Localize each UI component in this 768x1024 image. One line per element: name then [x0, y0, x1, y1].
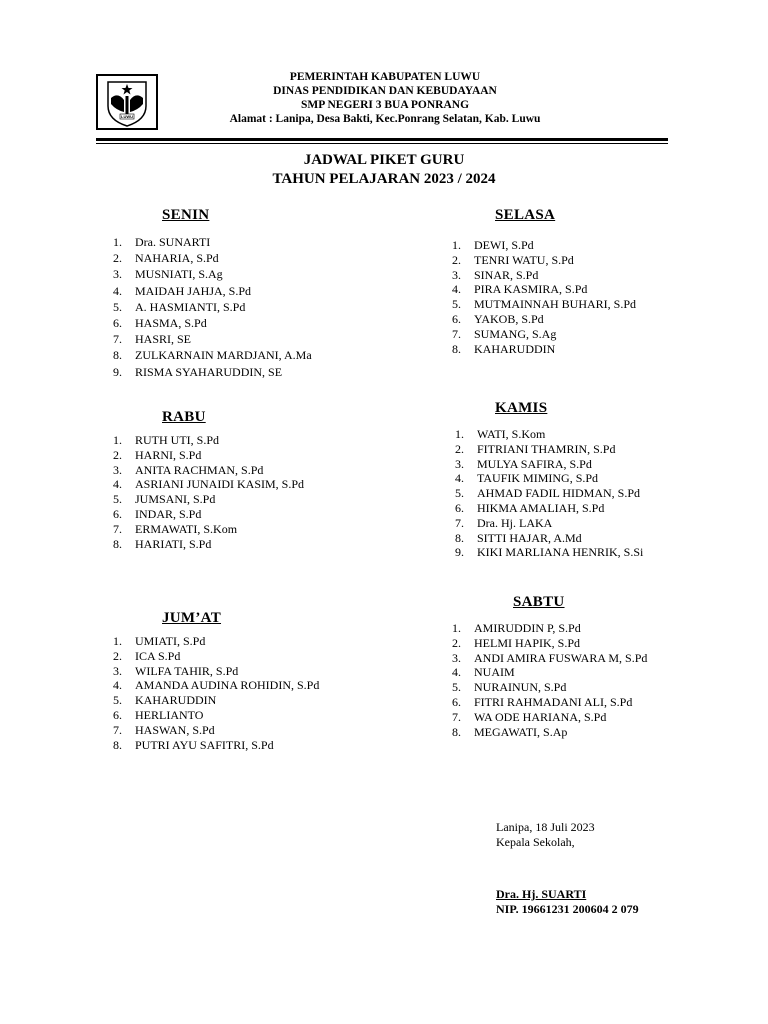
teacher-name: ICA S.Pd [135, 648, 181, 663]
teacher-name: Dra. SUNARTI [135, 235, 211, 249]
item-number: 2. [452, 252, 461, 267]
logo-text: LUWU [121, 114, 133, 119]
teacher-name: HASWAN, S.Pd [135, 722, 215, 737]
teacher-name: NUAIM [474, 665, 515, 680]
list-item [452, 327, 636, 342]
teacher-name: MULYA SAFIRA, S.Pd [477, 456, 592, 471]
list-item [113, 522, 304, 537]
letterhead [190, 70, 580, 126]
teacher-name: ANDI AMIRA FUSWARA M, S.Pd [474, 650, 648, 665]
list-item [452, 282, 636, 297]
item-number: 4. [452, 665, 461, 680]
list-item [113, 315, 312, 331]
teacher-name: RISMA SYAHARUDDIN, SE [135, 364, 283, 379]
item-number: 4. [452, 282, 461, 297]
item-number: 8. [455, 530, 464, 545]
item-number: 1. [455, 427, 464, 441]
item-number: 4. [455, 471, 464, 486]
school-logo [96, 74, 158, 130]
teacher-name: PUTRI AYU SAFITRI, S.Pd [135, 737, 274, 752]
item-number: 3. [113, 267, 122, 282]
item-number: 4. [113, 283, 122, 298]
list-item [452, 312, 636, 327]
teacher-name: KAHARUDDIN [135, 693, 217, 708]
teacher-name: MEGAWATI, S.Ap [474, 724, 568, 739]
list-item [455, 501, 643, 516]
list-item [113, 708, 319, 723]
item-number: 5. [113, 693, 122, 708]
day-heading-selasa: SELASA [495, 207, 556, 223]
list-item [113, 477, 304, 492]
item-number: 7. [452, 709, 461, 724]
day-heading-jumat: JUM’AT [162, 610, 222, 626]
list-item [452, 268, 636, 283]
list-item [113, 634, 319, 649]
teacher-name: ASRIANI JUNAIDI KASIM, S.Pd [135, 477, 305, 492]
teacher-name: HIKMA AMALIAH, S.Pd [477, 500, 605, 515]
item-number: 9. [113, 364, 122, 379]
signature-position: Kepala Sekolah, [496, 835, 575, 849]
roster-rabu [113, 433, 304, 551]
teacher-name: NURAINUN, S.Pd [474, 680, 567, 695]
teacher-name: FITRI RAHMADANI ALI, S.Pd [474, 694, 633, 709]
signature-name: Dra. Hj. SUARTI [496, 887, 587, 901]
teacher-name: FITRIANI THAMRIN, S.Pd [477, 441, 616, 456]
teacher-name: AMIRUDDIN P, S.Pd [474, 621, 581, 635]
list-item [113, 433, 304, 448]
item-number: 1. [113, 634, 122, 648]
teacher-name: A. HASMIANTI, S.Pd [135, 299, 246, 314]
item-number: 8. [452, 341, 461, 356]
teacher-name: HARNI, S.Pd [135, 447, 202, 462]
item-number: 5. [452, 680, 461, 695]
department-name: DINAS PENDIDIKAN DAN KEBUDAYAAN [273, 85, 497, 97]
list-item [113, 738, 319, 753]
teacher-name: AMANDA AUDINA ROHIDIN, S.Pd [135, 678, 320, 693]
teacher-name: MAIDAH JAHJA, S.Pd [135, 283, 252, 298]
item-number: 8. [113, 536, 122, 551]
item-number: 4. [113, 678, 122, 693]
teacher-name: SITTI HAJAR, A.Md [477, 530, 582, 545]
list-item [113, 299, 312, 315]
letterhead-divider-thick [96, 138, 668, 141]
list-item [113, 664, 319, 679]
item-number: 6. [113, 707, 122, 722]
list-item [113, 347, 312, 363]
item-number: 6. [452, 311, 461, 326]
item-number: 1. [113, 433, 122, 447]
roster-jumat [113, 634, 319, 752]
list-item [455, 486, 643, 501]
title-line-2: TAHUN PELAJARAN 2023 / 2024 [272, 171, 496, 187]
list-item [455, 457, 643, 472]
luwu-emblem-icon [98, 76, 156, 128]
item-number: 6. [113, 506, 122, 521]
list-item [455, 471, 643, 486]
teacher-name: TENRI WATU, S.Pd [474, 252, 574, 267]
roster-kamis [455, 427, 643, 560]
teacher-name: HARIATI, S.Pd [135, 536, 212, 551]
teacher-name: TAUFIK MIMING, S.Pd [477, 471, 599, 486]
item-number: 7. [452, 326, 461, 341]
list-item [452, 342, 636, 357]
teacher-name: WILFA TAHIR, S.Pd [135, 663, 239, 678]
list-item [455, 442, 643, 457]
teacher-name: RUTH UTI, S.Pd [135, 433, 220, 447]
signature-place-date: Lanipa, 18 Juli 2023 [496, 820, 595, 834]
list-item [452, 710, 647, 725]
item-number: 9. [455, 545, 464, 560]
item-number: 7. [455, 515, 464, 530]
list-item [113, 537, 304, 552]
item-number: 2. [455, 441, 464, 456]
teacher-name: HASRI, SE [135, 332, 192, 347]
day-heading-sabtu: SABTU [513, 594, 565, 610]
list-item [113, 283, 312, 299]
item-number: 1. [113, 235, 122, 249]
item-number: 2. [113, 251, 122, 266]
item-number: 1. [452, 621, 461, 635]
teacher-name: HELMI HAPIK, S.Pd [474, 635, 581, 650]
list-item [452, 665, 647, 680]
list-item [113, 266, 312, 282]
item-number: 2. [113, 648, 122, 663]
list-item [455, 545, 643, 560]
roster-senin [113, 234, 312, 380]
teacher-name: ERMAWATI, S.Kom [135, 521, 238, 536]
list-item [113, 234, 312, 250]
day-heading-rabu: RABU [162, 409, 206, 425]
list-item [452, 253, 636, 268]
teacher-name: UMIATI, S.Pd [135, 634, 206, 648]
teacher-name: ZULKARNAIN MARDJANI, A.Ma [135, 348, 312, 363]
item-number: 3. [113, 462, 122, 477]
list-item [452, 651, 647, 666]
teacher-name: MUSNIATI, S.Ag [135, 267, 223, 282]
teacher-name: HERLIANTO [135, 707, 204, 722]
signature-nip: NIP. 19661231 200604 2 079 [496, 902, 639, 916]
teacher-name: WATI, S.Kom [477, 427, 546, 441]
item-number: 5. [455, 486, 464, 501]
list-item [113, 463, 304, 478]
teacher-name: SINAR, S.Pd [474, 267, 539, 282]
list-item [113, 492, 304, 507]
title-line-1: JADWAL PIKET GURU [303, 152, 465, 168]
list-item [452, 297, 636, 312]
list-item [455, 516, 643, 531]
item-number: 8. [452, 724, 461, 739]
list-item [113, 678, 319, 693]
government-name: PEMERINTAH KABUPATEN LUWU [289, 71, 481, 83]
item-number: 3. [452, 650, 461, 665]
teacher-name: KAHARUDDIN [474, 341, 556, 356]
school-name: SMP NEGERI 3 BUA PONRANG [300, 99, 470, 111]
list-item [113, 331, 312, 347]
list-item [452, 636, 647, 651]
item-number: 7. [113, 521, 122, 536]
teacher-name: JUMSANI, S.Pd [135, 492, 216, 507]
teacher-name: HASMA, S.Pd [135, 316, 207, 331]
item-number: 5. [113, 299, 122, 314]
list-item [452, 725, 647, 740]
item-number: 1. [452, 238, 461, 252]
list-item [455, 427, 643, 442]
list-item [113, 693, 319, 708]
item-number: 6. [113, 316, 122, 331]
list-item [452, 621, 647, 636]
list-item [452, 680, 647, 695]
list-item [455, 531, 643, 546]
list-item [452, 695, 647, 710]
teacher-name: YAKOB, S.Pd [474, 311, 544, 326]
item-number: 3. [113, 663, 122, 678]
list-item [452, 238, 636, 253]
roster-selasa [452, 238, 636, 356]
item-number: 5. [113, 492, 122, 507]
school-address: Alamat : Lanipa, Desa Bakti, Kec.Ponrang Selatan, Kab. Luwu [229, 113, 541, 125]
teacher-name: WA ODE HARIANA, S.Pd [474, 709, 607, 724]
day-heading-kamis: KAMIS [495, 400, 548, 416]
teacher-name: MUTMAINNAH BUHARI, S.Pd [474, 297, 637, 312]
item-number: 8. [113, 348, 122, 363]
teacher-name: INDAR, S.Pd [135, 506, 202, 521]
document-title [170, 151, 598, 189]
item-number: 6. [452, 694, 461, 709]
item-number: 3. [455, 456, 464, 471]
teacher-name: Dra. Hj. LAKA [477, 515, 553, 530]
list-item [113, 364, 312, 380]
list-item [113, 507, 304, 522]
item-number: 8. [113, 737, 122, 752]
list-item [113, 649, 319, 664]
teacher-name: SUMANG, S.Ag [474, 326, 557, 341]
item-number: 2. [452, 635, 461, 650]
item-number: 7. [113, 332, 122, 347]
roster-sabtu [452, 621, 647, 739]
teacher-name: ANITA RACHMAN, S.Pd [135, 462, 264, 477]
teacher-name: DEWI, S.Pd [474, 238, 534, 252]
item-number: 2. [113, 447, 122, 462]
item-number: 4. [113, 477, 122, 492]
item-number: 3. [452, 267, 461, 282]
teacher-name: PIRA KASMIRA, S.Pd [474, 282, 588, 297]
list-item [113, 723, 319, 738]
item-number: 7. [113, 722, 122, 737]
letterhead-divider-thin [96, 143, 668, 144]
item-number: 6. [455, 500, 464, 515]
item-number: 5. [452, 297, 461, 312]
teacher-name: NAHARIA, S.Pd [135, 251, 219, 266]
list-item [113, 448, 304, 463]
day-heading-senin: SENIN [162, 207, 210, 223]
teacher-name: AHMAD FADIL HIDMAN, S.Pd [477, 486, 641, 501]
list-item [113, 250, 312, 266]
teacher-name: KIKI MARLIANA HENRIK, S.Si [477, 545, 644, 560]
